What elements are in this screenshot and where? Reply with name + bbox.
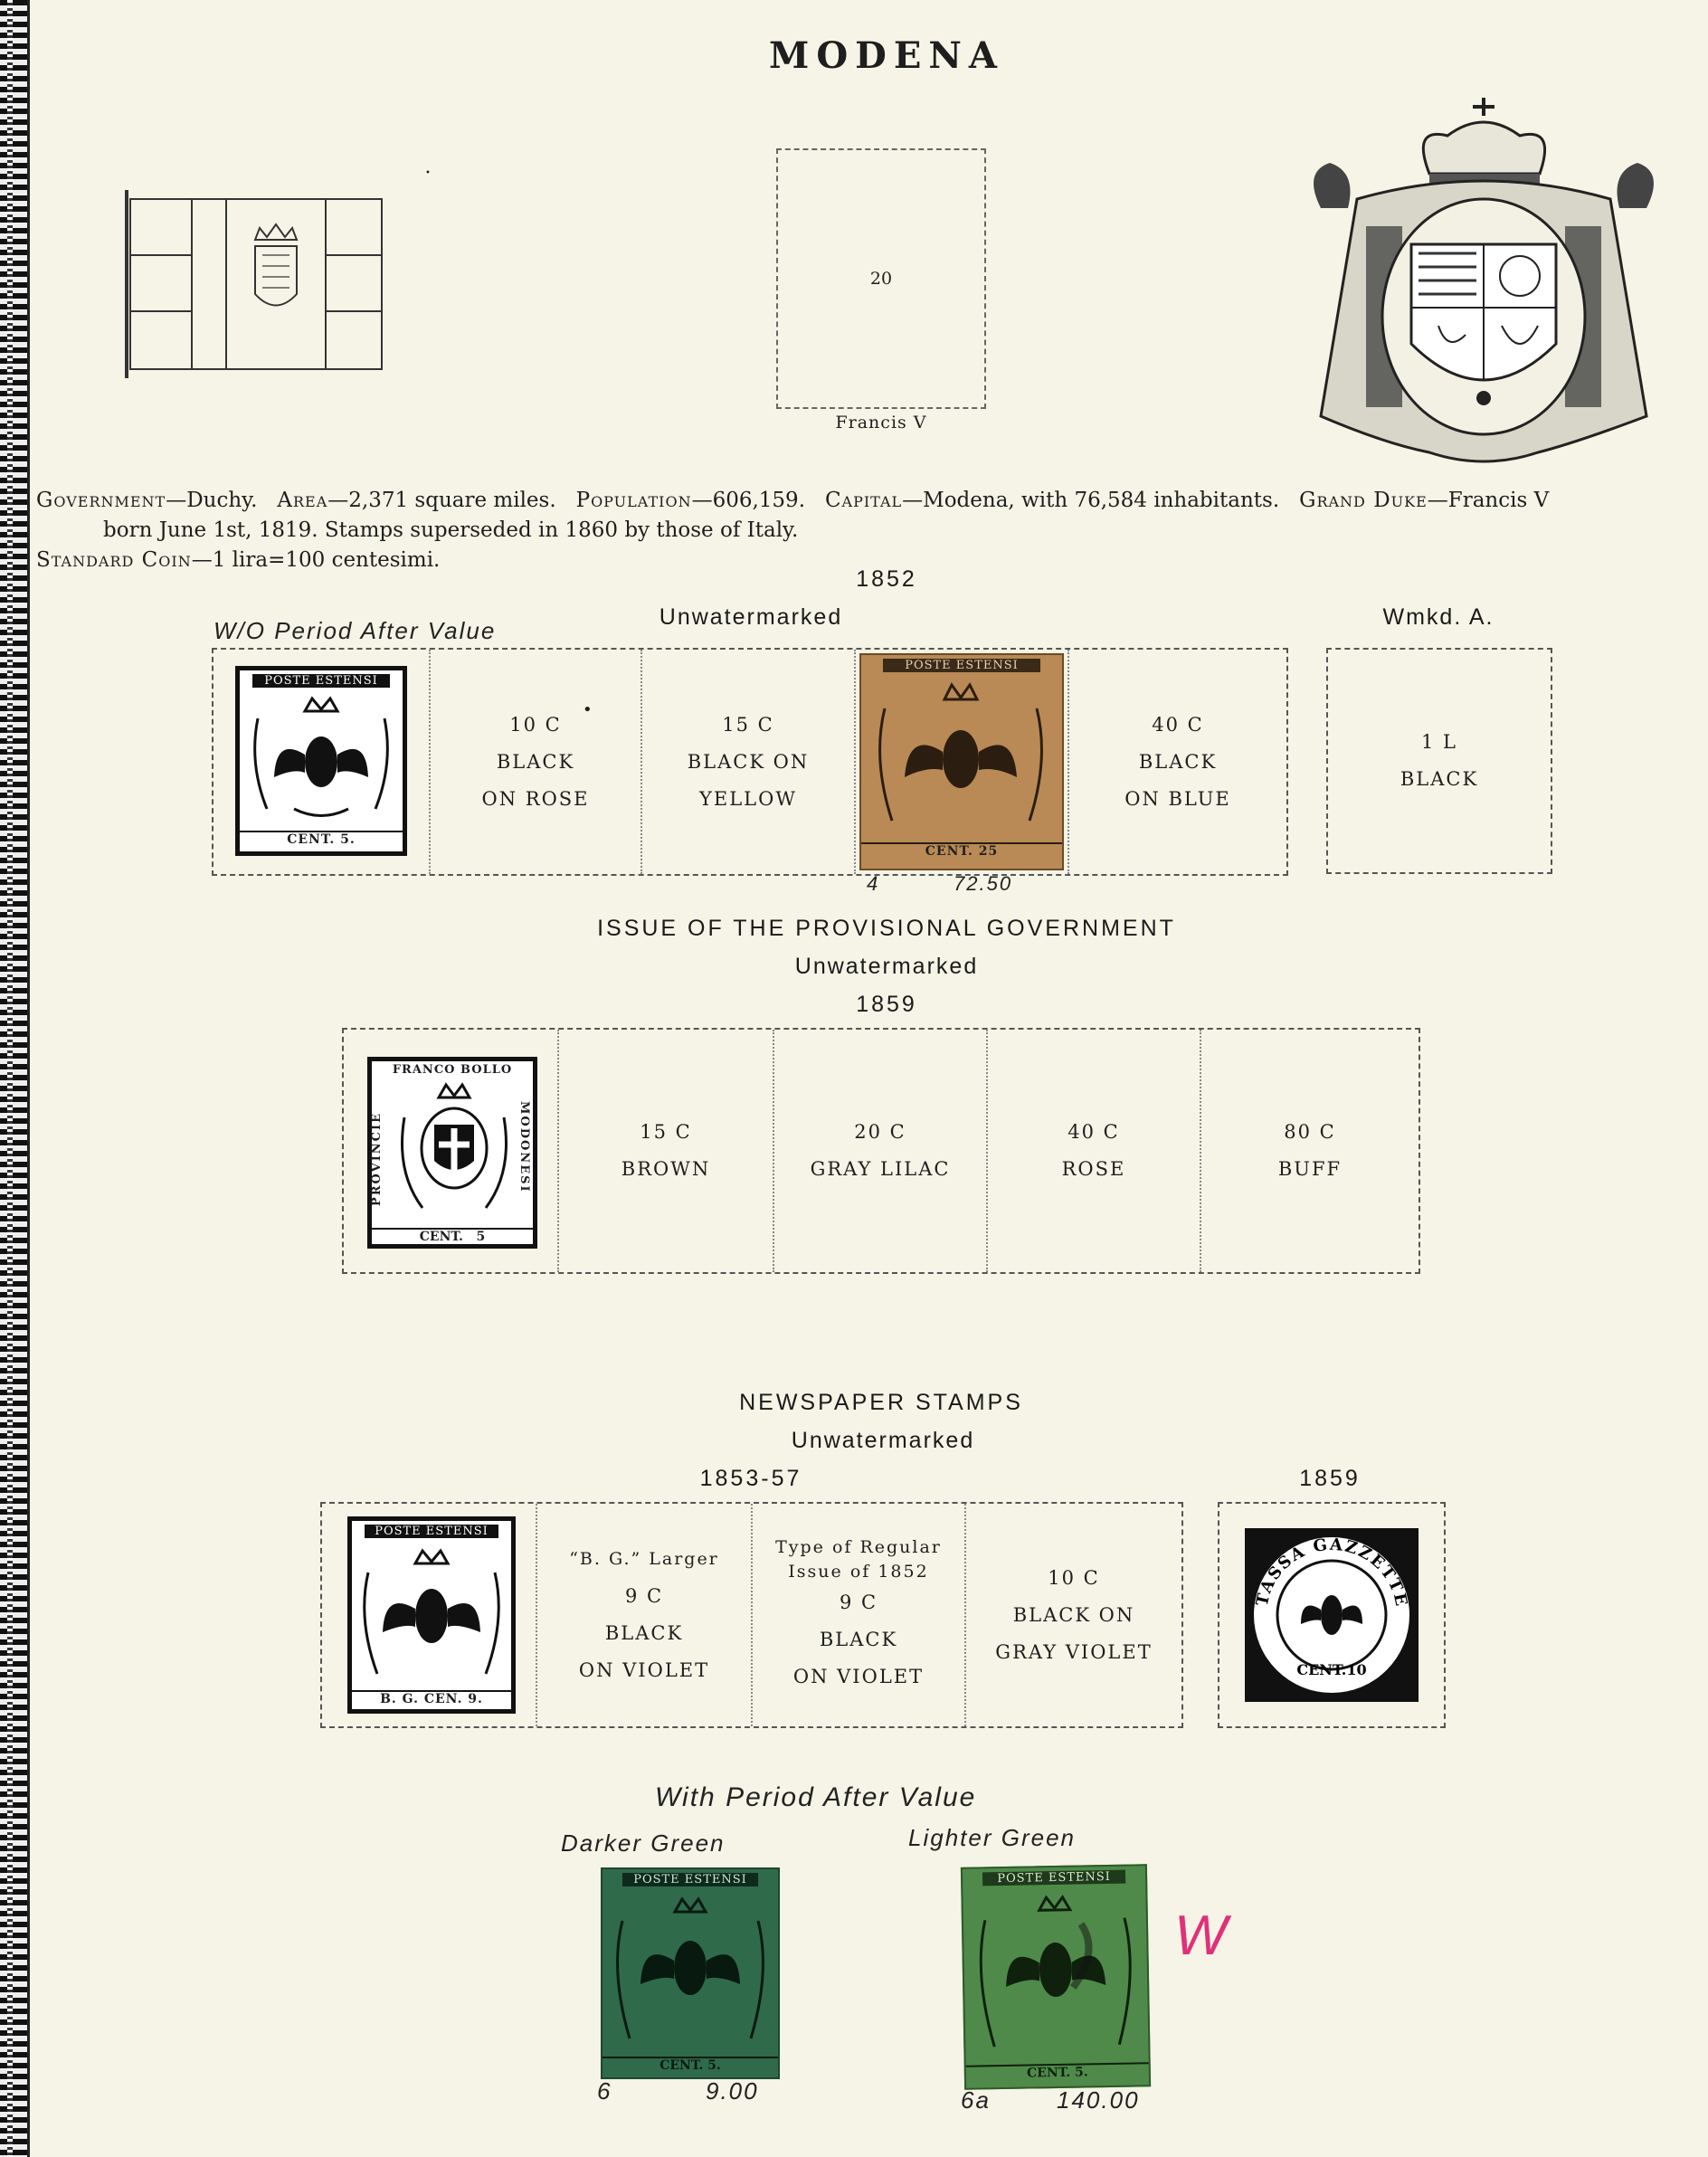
portrait-caption: Francis V [835, 413, 927, 432]
stamp-bg-9c[interactable]: POSTE ESTENSI B. G. CEN. 9. [347, 1516, 516, 1714]
wmk-a-label: Wmkd. A. [1382, 604, 1494, 630]
provisional-unwatermarked: Unwatermarked [794, 954, 979, 979]
stamp-provincie-5c[interactable]: FRANCO BOLLO PROVINCIE MODONESI CENT. 5 [367, 1057, 537, 1249]
provisional-year: 1859 [856, 992, 917, 1017]
cell-stamp-provincie-5c[interactable] [344, 1030, 559, 1272]
newspaper-year-1859: 1859 [1299, 1466, 1361, 1491]
cell-20c-gray-lilac[interactable]: 20 C GRAY LILAC [774, 1030, 988, 1272]
portrait-value: 20 [869, 269, 893, 289]
handwritten-note-with-period: With Period After Value [655, 1782, 977, 1812]
cell-80c-buff[interactable]: 80 C BUFF [1277, 1121, 1343, 1180]
handwritten-note-no-period: W/O Period After Value [214, 617, 497, 644]
row-newspaper-1853 [320, 1502, 1183, 1728]
page-title: MODENA [769, 34, 1004, 77]
stamp-5c-black[interactable]: POSTE ESTENSI CENT. 5. [235, 666, 407, 856]
cell-bg-larger-9c[interactable]: “B. G.” Larger 9 C BLACK ON VIOLET [537, 1504, 753, 1726]
catalog-number-6a: 6a [961, 2086, 991, 2114]
dot-mark: • [425, 168, 431, 178]
row-1852 [212, 648, 1288, 876]
dot-mark: • [583, 700, 593, 719]
pink-pencil-mark: W [1174, 1905, 1229, 1967]
flag-illustration [119, 190, 391, 380]
row-1852-wmk [1326, 648, 1552, 874]
cell-regular-type-9c[interactable]: Type of Regular Issue of 1852 9 C BLACK ON VIOLET [753, 1504, 966, 1726]
newspaper-heading: NEWSPAPER STAMPS [739, 1390, 1023, 1415]
catalog-number-4: 4 [867, 872, 880, 895]
catalog-value-9-00: 9.00 [706, 2077, 759, 2105]
handwritten-darker-green: Darker Green [561, 1829, 726, 1857]
cell-stamp-25c[interactable] [856, 650, 1069, 874]
cell-40c-black-on-blue[interactable]: 40 C BLACK ON BLUE [1124, 713, 1231, 810]
catalog-value-72-50: 72.50 [954, 872, 1013, 895]
tassa-ring-text: TASSA GAZZETTE [1252, 1535, 1411, 1610]
info-line-1: Government—Duchy. Area—2,371 square miles. Population—606,159. Capital—Modena, with 76,584 inhabitants. Grand Duke—Francis V [36, 489, 1550, 512]
cell-15c-brown[interactable]: 15 C BROWN [559, 1030, 774, 1272]
info-line-2: born June 1st, 1819. Stamps superseded in 1860 by those of Italy. [103, 518, 799, 542]
coat-of-arms-illustration [1303, 90, 1701, 470]
eagle-icon [963, 1886, 1148, 2061]
eagle-icon [352, 1542, 511, 1687]
eagle-icon [240, 691, 403, 827]
cell-tassa-gazzette[interactable] [1219, 1504, 1444, 1726]
year-1852: 1852 [856, 566, 917, 592]
stamp-5c-lighter-green[interactable]: POSTE ESTENSI CENT. 5. [961, 1864, 1151, 2090]
info-block [36, 486, 1701, 575]
provisional-heading: ISSUE OF THE PROVISIONAL GOVERNMENT [597, 916, 1176, 941]
portrait-frame [776, 148, 986, 409]
row-1859-provisional [342, 1028, 1420, 1274]
cell-10c-black-on-rose[interactable]: 10 C BLACK ON ROSE [431, 650, 642, 874]
cell-stamp-bg-9c[interactable] [322, 1504, 537, 1726]
row-newspaper-1859 [1218, 1502, 1446, 1728]
stamp-5c-darker-green[interactable]: POSTE ESTENSI CENT. 5. [601, 1867, 780, 2079]
cell-stamp-5c[interactable] [214, 650, 431, 874]
info-line-3: Standard Coin—1 lira=100 centesimi. [36, 548, 441, 572]
cell-1l-black[interactable]: 1 L BLACK [1400, 731, 1479, 790]
unwatermarked-1852: Unwatermarked [659, 604, 843, 630]
catalog-value-140-00: 140.00 [1057, 2086, 1140, 2114]
shield-cross-icon [395, 1081, 513, 1217]
stamp-tassa-gazzette[interactable] [1241, 1525, 1422, 1706]
cell-40c-rose[interactable]: 40 C ROSE [988, 1030, 1201, 1272]
handwritten-lighter-green: Lighter Green [908, 1824, 1076, 1851]
catalog-number-6: 6 [597, 2077, 612, 2105]
eagle-icon [603, 1890, 778, 2053]
eagle-icon [861, 676, 1060, 839]
tassa-bottom-text: CENT.10 [1296, 1661, 1367, 1678]
cell-10c-black-on-gray-violet[interactable]: 10 C BLACK ON GRAY VIOLET [995, 1566, 1153, 1663]
album-binding [0, 0, 30, 2157]
newspaper-unwatermarked: Unwatermarked [791, 1428, 975, 1453]
stamp-25c-brown[interactable]: POSTE ESTENSI CENT. 25 [859, 653, 1064, 870]
cell-15c-black-on-yellow[interactable]: 15 C BLACK ON YELLOW [642, 650, 856, 874]
newspaper-year-1853-57: 1853-57 [699, 1466, 802, 1491]
